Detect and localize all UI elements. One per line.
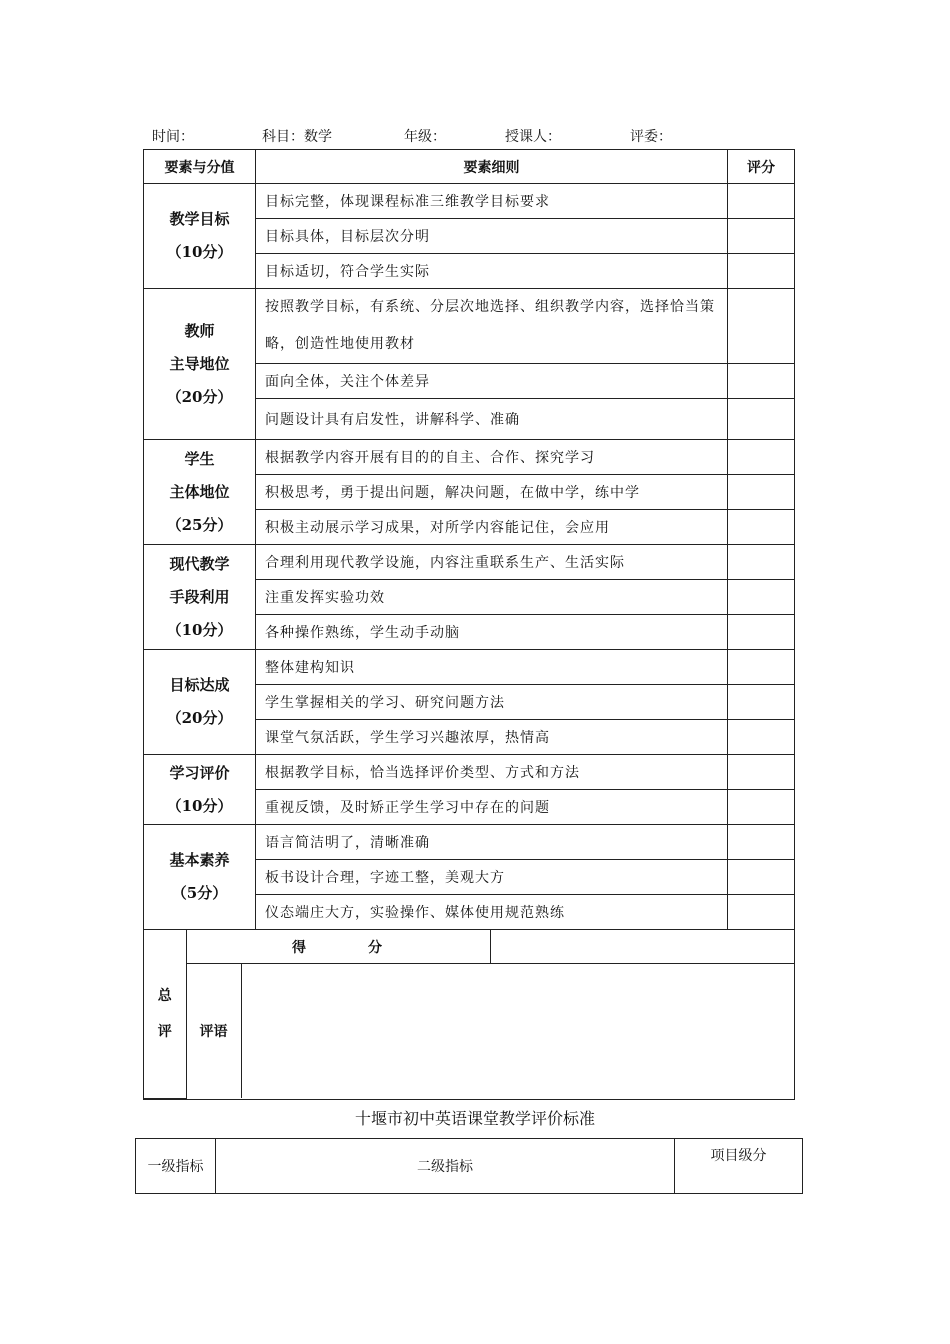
section-title: [144, 755, 256, 825]
score-label-de: 得: [292, 939, 308, 956]
section-title: [144, 289, 256, 440]
second-table-title: 十堰市初中英语课堂教学评价标准: [354, 1109, 595, 1128]
section-title-line: （20分）: [166, 387, 233, 406]
section-title-line: 目标达成: [169, 676, 230, 694]
teacher-label: 授课人：: [505, 129, 561, 145]
summary-score-row: [144, 930, 795, 964]
col-header-score: 评分: [728, 150, 795, 184]
score-cell[interactable]: [728, 254, 795, 289]
table-row: [144, 650, 795, 685]
score-cell[interactable]: [728, 755, 795, 790]
section-title: [144, 825, 256, 930]
criterion-text: 学生掌握相关的学习、研究问题方法: [256, 685, 728, 720]
criterion-text: 整体建构知识: [256, 650, 728, 685]
form-header: [152, 127, 792, 147]
score-label-fen: 分: [368, 939, 384, 956]
section-title-line: 主体地位: [169, 482, 230, 501]
score-cell[interactable]: [728, 475, 795, 510]
criterion-text: 根据教学目标，恰当选择评价类型、方式和方法: [256, 755, 728, 790]
grade-label: 年级：: [404, 129, 446, 145]
time-label: 时间：: [152, 129, 194, 145]
table-row: [144, 440, 795, 475]
criterion-text: 课堂气氛活跃，学生学习兴趣浓厚，热情高: [256, 720, 728, 755]
comment-label: 评语: [186, 964, 241, 1099]
section-title-line: （10分）: [166, 243, 233, 261]
score-label: [186, 930, 490, 964]
score-cell[interactable]: [728, 219, 795, 254]
criterion-text: 重视反馈，及时矫正学生学习中存在的问题: [256, 790, 728, 825]
col-header-elements: 要素与分值: [144, 150, 256, 184]
score-cell[interactable]: [728, 860, 795, 895]
col-header-details: 要素细则: [256, 150, 728, 184]
col-header-level1: 一级指标: [136, 1139, 216, 1194]
section-title-line: （10分）: [166, 620, 233, 639]
section-title-line: （25分）: [166, 515, 233, 534]
score-cell[interactable]: [728, 825, 795, 860]
criterion-text: 目标完整，体现课程标准三维教学目标要求: [256, 184, 728, 219]
col-header-item-score: 项目级分: [675, 1139, 803, 1194]
criterion-text: 仪态端庄大方，实验操作、媒体使用规范熟练: [256, 895, 728, 930]
score-cell[interactable]: [728, 720, 795, 755]
section-title-line: （10分）: [166, 796, 233, 815]
section-title-line: （20分）: [166, 709, 233, 727]
section-title-line: 教学目标: [169, 210, 230, 228]
score-cell[interactable]: [728, 895, 795, 930]
section-title-line: 学习评价: [169, 763, 230, 782]
criterion-text: 积极思考，勇于提出问题，解决问题，在做中学，练中学: [256, 475, 728, 510]
score-cell[interactable]: [728, 545, 795, 580]
section-title: [144, 650, 256, 755]
score-cell[interactable]: [728, 790, 795, 825]
score-cell[interactable]: [728, 440, 795, 475]
criterion-text: 各种操作熟练，学生动手动脑: [256, 615, 728, 650]
evaluation-table: [143, 149, 795, 1100]
summary-row: [144, 930, 795, 1100]
section-title-line: 基本素养: [169, 851, 230, 869]
section-title-line: 学生: [184, 449, 215, 468]
score-cell[interactable]: [728, 289, 795, 364]
comment-field[interactable]: [241, 964, 795, 1099]
section-title-line: 教师: [184, 321, 215, 340]
criterion-text: 根据教学内容开展有目的的自主、合作、探究学习: [256, 440, 728, 475]
score-cell[interactable]: [728, 685, 795, 720]
criterion-text: 语言简洁明了，清晰准确: [256, 825, 728, 860]
overall-label: [144, 930, 186, 1098]
criterion-text: 面向全体，关注个体差异: [256, 364, 728, 399]
criterion-text: 板书设计合理，字迹工整，美观大方: [256, 860, 728, 895]
section-title-line: （5分）: [171, 884, 228, 902]
score-cell[interactable]: [728, 364, 795, 399]
summary-table: [144, 930, 795, 1099]
score-cell[interactable]: [728, 399, 795, 440]
section-title: [144, 545, 256, 650]
total-score-field[interactable]: [490, 930, 795, 964]
english-criteria-table: [135, 1138, 803, 1194]
summary-cell: [144, 930, 795, 1100]
criterion-text: 积极主动展示学习成果，对所学内容能记住，会应用: [256, 510, 728, 545]
section-title-line: 现代教学: [169, 554, 230, 573]
subject-label: 科目：数学: [262, 129, 332, 145]
criterion-text: 目标适切，符合学生实际: [256, 254, 728, 289]
section-title: [144, 440, 256, 545]
score-cell[interactable]: [728, 615, 795, 650]
table-row: [144, 289, 795, 364]
score-cell[interactable]: [728, 650, 795, 685]
overall-label-ping: 评: [157, 1023, 172, 1040]
table-row: [144, 184, 795, 219]
criterion-text: 按照教学目标，有系统、分层次地选择、组织教学内容，选择恰当策略，创造性地使用教材: [256, 289, 728, 364]
overall-label-zong: 总: [157, 987, 172, 1004]
judge-label: 评委：: [630, 129, 672, 145]
table-row: [144, 545, 795, 580]
criterion-text: 注重发挥实验功效: [256, 580, 728, 615]
table-header-row: [144, 150, 795, 184]
criterion-text: 问题设计具有启发性，讲解科学、准确: [256, 399, 728, 440]
criterion-text: 合理利用现代教学设施，内容注重联系生产、生活实际: [256, 545, 728, 580]
table-header-row: [136, 1139, 803, 1194]
score-cell[interactable]: [728, 580, 795, 615]
col-header-level2: 二级指标: [216, 1139, 675, 1194]
section-title-line: 手段利用: [169, 587, 230, 606]
score-cell[interactable]: [728, 184, 795, 219]
table-row: [144, 755, 795, 790]
section-title: [144, 184, 256, 289]
table-row: [144, 825, 795, 860]
summary-comment-row: [144, 964, 795, 1099]
score-cell[interactable]: [728, 510, 795, 545]
criterion-text: 目标具体，目标层次分明: [256, 219, 728, 254]
section-title-line: 主导地位: [169, 354, 230, 373]
